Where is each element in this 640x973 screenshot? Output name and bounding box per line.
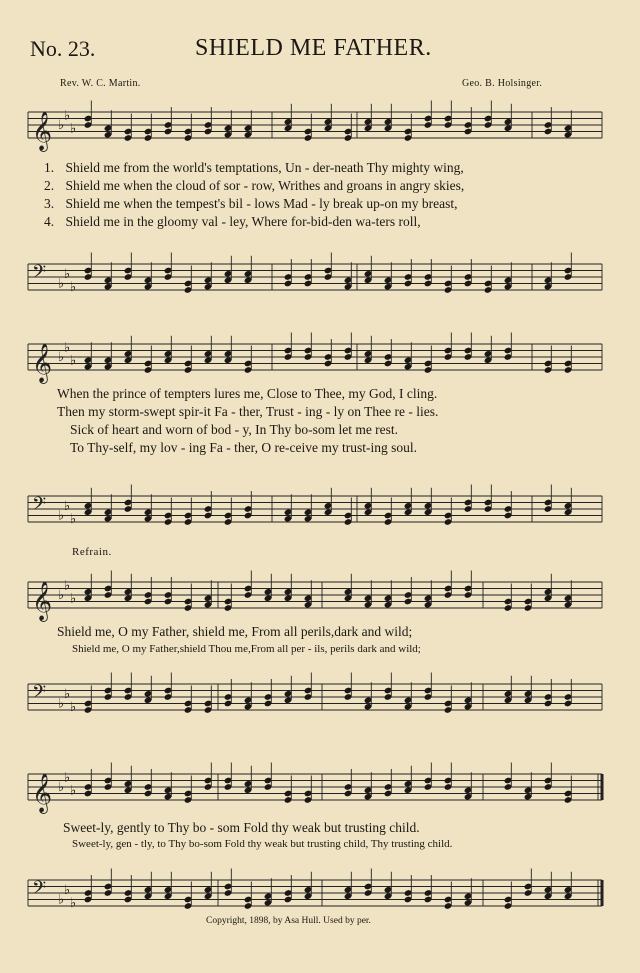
refrain-line-2: Sweet-ly, gently to Thy bo - som Fold thy weak but trusting child. [63, 820, 420, 835]
hymn-title: SHIELD ME FATHER. [195, 35, 432, 61]
flat-icon: ♭ [70, 279, 77, 295]
flat-icon: ♭ [58, 588, 65, 603]
refrain-line-1: Shield me, O my Father, shield me, From all perils,dark and wild; [57, 624, 413, 639]
copyright-notice: Copyright, 1898, by Asa Hull. Used by per. [206, 916, 371, 926]
flat-icon: ♭ [64, 882, 71, 898]
verse-line-2 [44, 178, 464, 194]
verse-number: 1. [44, 160, 55, 175]
flat-icon: ♭ [70, 511, 77, 527]
flat-icon: ♭ [58, 350, 65, 365]
flat-icon: ♭ [64, 686, 71, 702]
staff-treble-system-3 [0, 568, 640, 621]
flat-icon: ♭ [64, 770, 71, 786]
flat-icon: ♭ [64, 498, 71, 514]
verse-number: 3. [44, 196, 55, 211]
verse-text: Shield me in the gloomy val - ley, Where for-bid-den wa-ters roll, [65, 214, 421, 229]
treble-clef-icon: 𝄞 [32, 581, 53, 621]
staff-bass-system-2 [0, 482, 640, 530]
flat-icon: ♭ [64, 578, 71, 594]
bass-clef-icon: 𝄢 [32, 262, 47, 287]
treble-clef-icon: 𝄞 [32, 111, 53, 151]
verse2-line-1: When the prince of tempters lures me, Close to Thee, my God, I cling. [57, 386, 438, 401]
verse2-line-4: To Thy-self, my lov - ing Fa - ther, O re-ceive my trust-ing soul. [70, 440, 417, 455]
verse2-line-2: Then my storm-swept spir-it Fa - ther, Trust - ing - ly on Thee re - lies. [57, 404, 439, 419]
flat-icon: ♭ [58, 696, 65, 712]
staff-bass-system-4 [0, 866, 640, 914]
flat-icon: ♭ [70, 353, 77, 369]
treble-clef-icon: 𝄞 [32, 343, 53, 383]
staff-treble-system-4 [0, 760, 640, 813]
refrain-label: Refrain. [72, 546, 112, 558]
treble-clef-icon: 𝄞 [32, 773, 53, 813]
flat-icon: ♭ [70, 591, 77, 607]
staff-bass-system-3 [0, 670, 640, 718]
verse-number: 4. [44, 214, 55, 229]
staff-treble-system-2 [0, 330, 640, 383]
refrain-line-2-bass: Sweet-ly, gen - tly, to Thy bo-som Fold thy weak but trusting child, Thy trusting child. [72, 838, 453, 850]
verse-text: Shield me when the tempest's bil - lows Mad - ly break up-on my breast, [65, 196, 458, 211]
flat-icon: ♭ [64, 340, 71, 356]
verse-text: Shield me from the world's temptations, Un - der-neath Thy mighty wing, [65, 160, 464, 175]
verse2-line-3: Sick of heart and worn of bod - y, In Thy bo-som let me rest. [70, 422, 399, 437]
lyricist-credit: Rev. W. C. Martin. [60, 78, 141, 89]
flat-icon: ♭ [58, 118, 65, 133]
bass-clef-icon: 𝄢 [32, 878, 47, 903]
verse-number: 2. [44, 178, 55, 193]
composer-credit: Geo. B. Holsinger. [462, 78, 543, 89]
flat-icon: ♭ [64, 266, 71, 282]
refrain-line-1-bass: Shield me, O my Father,shield Thou me,From all per - ils, perils dark and wild; [72, 643, 421, 655]
flat-icon: ♭ [70, 699, 77, 715]
flat-icon: ♭ [70, 783, 77, 799]
flat-icon: ♭ [64, 108, 71, 124]
staff-bass-system-1 [0, 250, 640, 298]
bass-clef-icon: 𝄢 [32, 494, 47, 519]
flat-icon: ♭ [70, 121, 77, 137]
verse-line-4 [44, 214, 421, 230]
verse-line-1 [44, 160, 464, 176]
staff-treble-system-1 [0, 98, 640, 151]
flat-icon: ♭ [58, 276, 65, 292]
flat-icon: ♭ [58, 780, 65, 795]
hymn-number: No. 23. [30, 36, 96, 61]
flat-icon: ♭ [58, 892, 65, 908]
flat-icon: ♭ [70, 895, 77, 911]
verse-line-3 [44, 196, 457, 212]
verse-text: Shield me when the cloud of sor - row, Writhes and groans in angry skies, [65, 178, 465, 193]
bass-clef-icon: 𝄢 [32, 682, 47, 707]
flat-icon: ♭ [58, 508, 65, 524]
